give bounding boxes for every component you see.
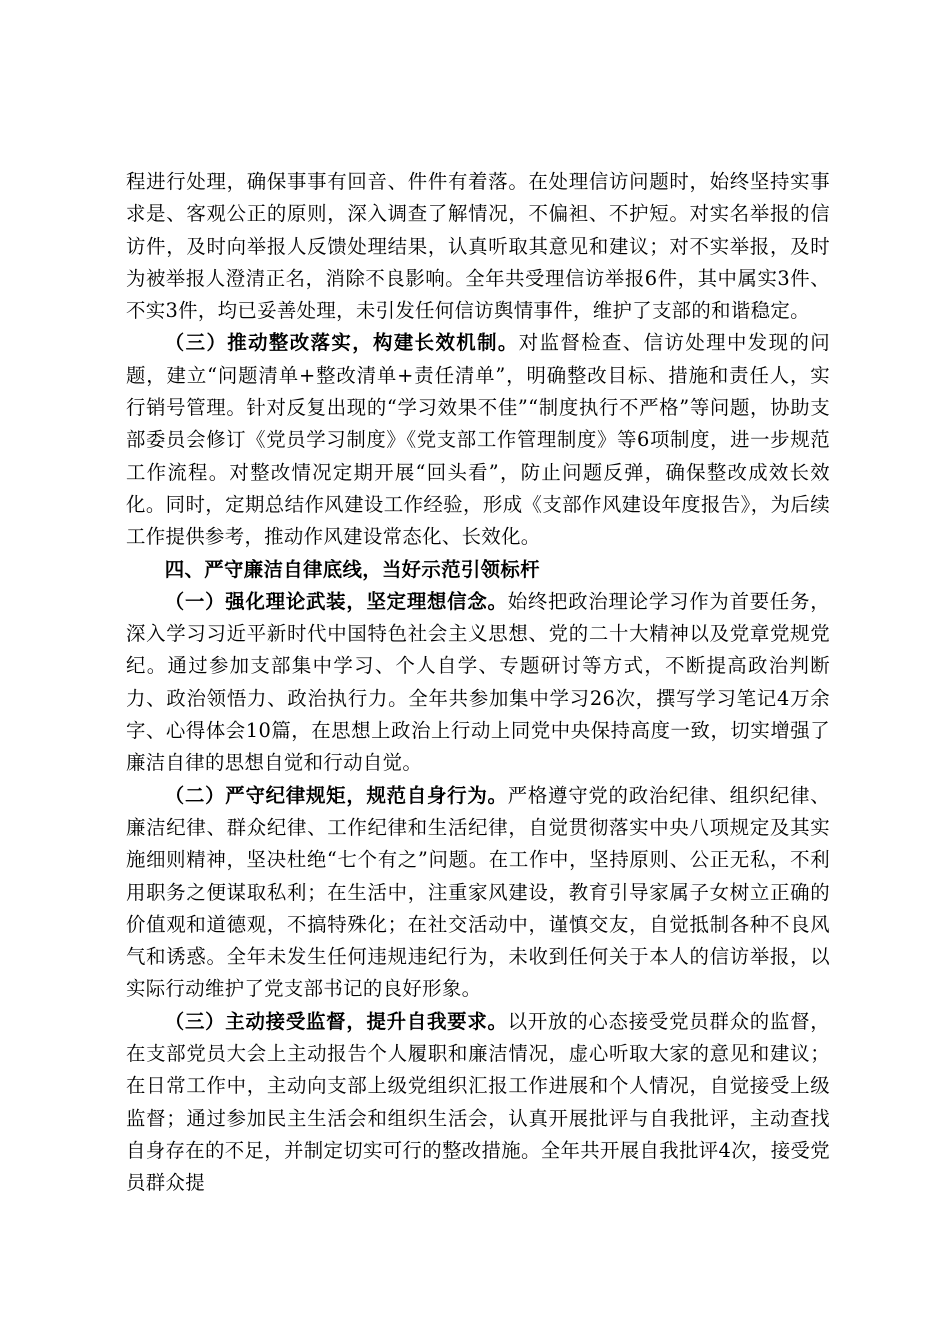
paragraph-text: 严格遵守党的政治纪律、组织纪律、廉洁纪律、群众纪律、工作纪律和生活纪律，自觉贯彻落实中央八项规定及其实施细则精神，坚决杜绝“七个有之”问题。在工作中，坚持原则、公正无私，不利用职务之便谋取私利；在生活中，注重家风建设，教育引导家属子女树立正确的价值观和道德观，不搞特殊化；在社交活动中，谨慎交友，自觉抵制各种不良风气和诱惑。全年未发生任何违规违纪行为，未收到任何关于本人的信访举报，以实际行动维护了党支部书记的良好形象。 — [126, 783, 830, 1001]
paragraph-rectification — [126, 327, 830, 553]
paragraph-lead-heading: （二）严守纪律规矩，规范自身行为。 — [164, 783, 508, 807]
paragraph-lead-heading: （三）推动整改落实，构建长效机制。 — [164, 331, 519, 355]
paragraph-discipline — [126, 780, 830, 1006]
paragraph-lead-heading: （三）主动接受监督，提升自我要求。 — [164, 1009, 508, 1033]
paragraph-text: 对监督检查、信访处理中发现的问题，建立“问题清单+整改清单+责任清单”，明确整改目标、措施和责任人，实行销号管理。针对反复出现的“学习效果不佳”“制度执行不严格”等问题，协助支部委员会修订《党员学习制度》《党支部工作管理制度》等6项制度，进一步规范工作流程。对整改情况定期开展“回头看”，防止问题反弹，确保整改成效长效化。同时，定期总结作风建设工作经验，形成《支部作风建设年度报告》，为后续工作提供参考，推动作风建设常态化、长效化。 — [126, 331, 831, 549]
paragraph-letters-handling — [126, 166, 830, 327]
paragraph-text: 以开放的心态接受党员群众的监督，在支部党员大会上主动报告个人履职和廉洁情况，虚心听取大家的意见和建议；在日常工作中，主动向支部上级党组织汇报工作进展和个人情况，自觉接受上级监督；通过参加民主生活会和组织生活会，认真开展批评与自我批评，主动查找自身存在的不足，并制定切实可行的整改措施。全年共开展自我批评4次，接受党员群众提 — [126, 1009, 830, 1195]
paragraph-text: 始终把政治理论学习作为首要任务，深入学习习近平新时代中国特色社会主义思想、党的二十大精神以及党章党规党纪。通过参加支部集中学习、个人自学、专题研讨等方式，不断提高政治判断力、政治领悟力、政治执行力。全年共参加集中学习26次，撰写学习笔记4万余字、心得体会10篇，在思想上政治上行动上同党中央保持高度一致，切实增强了廉洁自律的思想自觉和行动自觉。 — [126, 589, 830, 775]
paragraph-text: 程进行处理，确保事事有回音、件件有着落。在处理信访问题时，始终坚持实事求是、客观公正的原则，深入调查了解情况，不偏袒、不护短。对实名举报的信访件，及时向举报人反馈处理结果，认真听取其意见和建议；对不实举报，及时为被举报人澄清正名，消除不良影响。全年共受理信访举报6件，其中属实3件、不实3件，均已妥善处理，未引发任何信访舆情事件，维护了支部的和谐稳定。 — [126, 170, 830, 323]
paragraph-lead-heading: （一）强化理论武装，坚定理想信念。 — [164, 589, 508, 613]
paragraph-theory-study — [126, 586, 830, 780]
document-page — [126, 166, 830, 1200]
section-heading-four: 四、严守廉洁自律底线，当好示范引领标杆 — [164, 557, 540, 581]
paragraph-supervision — [126, 1006, 830, 1200]
